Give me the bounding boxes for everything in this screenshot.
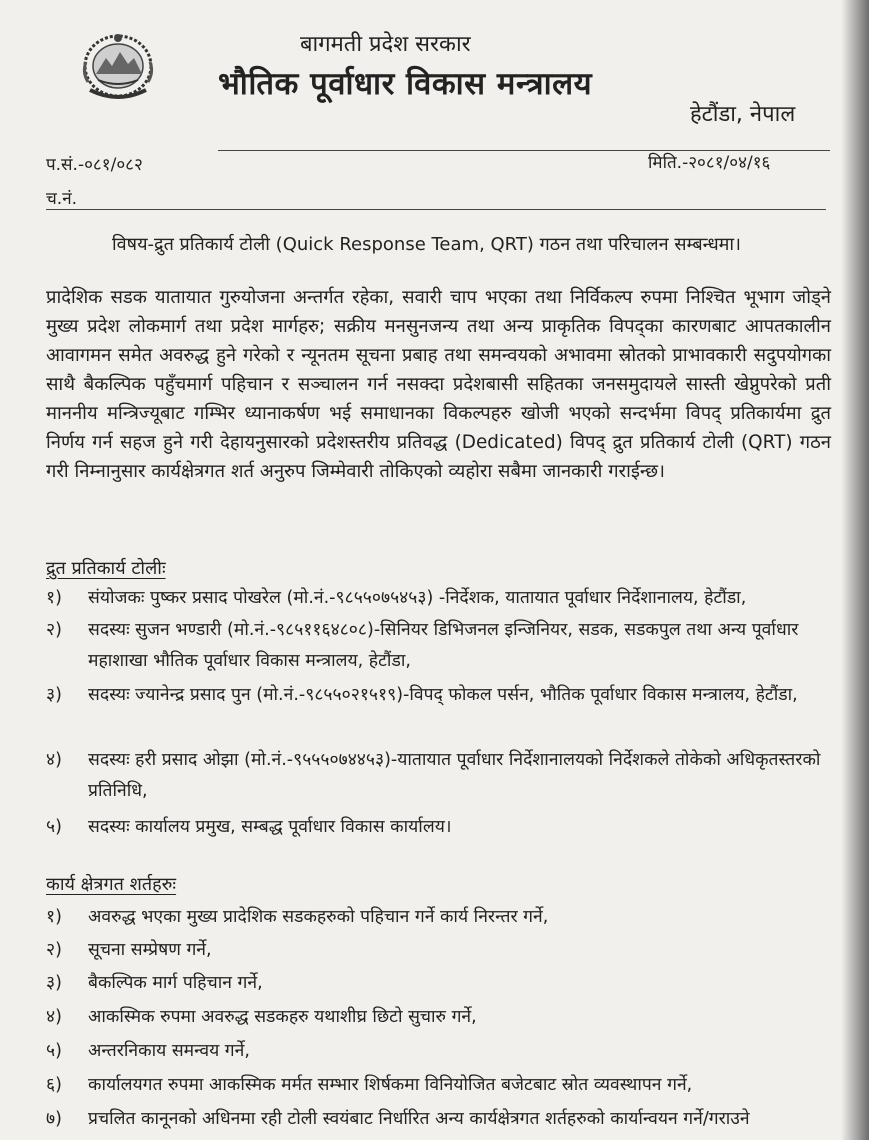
nepal-emblem-icon [76,24,160,104]
item-number: १) [46,588,62,608]
dispatch-number: च.नं. [46,189,78,209]
item-number: २) [46,620,62,640]
letter-subject: विषय-द्रुत प्रतिकार्य टोली (Quick Response Team, QRT) गठन तथा परिचालन सम्बन्धमा। [112,234,741,255]
item-text: सदस्यः कार्यालय प्रमुख, सम्बद्ध पूर्वाधार विकास कार्यालय। [88,817,452,837]
terms-heading: कार्य क्षेत्रगत शर्तहरुः [46,874,177,895]
body-paragraph: प्रादेशिक सडक यातायात गुरुयोजना अन्तर्गत रहेका, सवारी चाप भएका तथा निर्विकल्प रुपमा निश्चित भूभाग जोड्ने मुख्य प्रदेश लोकमार्ग तथा प्रदेश मार्गहरु; सक्रीय मनसुनजन्य तथा अन्य प्राकृतिक विपद्का कारणबाट आपतकालीन आवागमन समेत अवरुद्ध हुने गरेको र न्यूनतम सूचना प्रबाह तथा समन्वयको अभावमा स्रोतको प्राभावकारी सदुपयोगका साथै बैकल्पिक पहुँचमार्ग पहिचान र सञ्चालन गर्न नसक्दा प्रदेशबासी सहितका जनसमुदायले सास्ती खेप्नुपरेको प्रती माननीय मन्त्रिज्यूबाट गम्भिर ध्यानाकर्षण भई समाधानका विकल्पहरु खोजी भएको सन्दर्भमा विपद् प्रतिकार्यमा द्रुत निर्णय गर्न सहज हुने गरी देहायनुसारको प्रदेशस्तरीय प्रतिवद्ध (Dedicated) विपद् द्रुत प्रतिकार्य टोली (QRT) गठन गरी निम्नानुसार कार्यक्षेत्रगत शर्त अनुरुप जिम्मेवारी तोकिएको व्यहोरा सबैमा जानकारी गराईन्छ। [46,287,831,482]
item-text: सूचना सम्प्रेषण गर्ने, [88,940,212,960]
item-text: सदस्यः हरी प्रसाद ओझा (मो.नं.-९५५५०७४४५३)-यातायात पूर्वाधार निर्देशानालयको निर्देशकले तोकेको अधिकृतस्तरको प्रतिनिधि, [88,750,821,801]
item-number: ४) [46,750,62,770]
item-number: ५) [46,1041,62,1061]
item-number: ४) [46,1007,62,1027]
ministry-name: भौतिक पूर्वाधार विकास मन्त्रालय [218,66,593,102]
item-number: ६) [46,1075,62,1095]
item-text: अवरुद्ध भएका मुख्य प्रादेशिक सडकहरुको पहिचान गर्ने कार्य निरन्तर गर्ने, [88,907,549,927]
item-text: अन्तरनिकाय समन्वय गर्ने, [88,1041,250,1061]
reference-number: प.सं.-०८१/०८२ [46,155,143,175]
item-number: ५) [46,817,62,837]
office-location: हेटौंडा, नेपाल [690,102,796,127]
team-heading: द्रुत प्रतिकार्य टोलीः [46,558,166,579]
item-text: सदस्यः ज्यानेन्द्र प्रसाद पुन (मो.नं.-९८५५०२१५१९)-विपद् फोकल पर्सन, भौतिक पूर्वाधार विकास मन्त्रालय, हेटौंडा, [88,685,798,705]
item-text: कार्यालयगत रुपमा आकस्मिक मर्मत सम्भार शिर्षकमा विनियोजित बजेटबाट स्रोत व्यवस्थापन गर्ने, [88,1075,693,1095]
item-text: संयोजकः पुष्कर प्रसाद पोखरेल (मो.नं.-९८५५०७५४५३) -निर्देशक, यातायात पूर्वाधार निर्देशानालय, हेटौंडा, [88,588,747,608]
item-text: आकस्मिक रुपमा अवरुद्ध सडकहरु यथाशीघ्र छिटो सुचारु गर्ने, [88,1007,477,1027]
letter-date: मिति.-२०८१/०४/१६ [648,153,771,173]
item-number: २) [46,940,62,960]
item-text: बैकल्पिक मार्ग पहिचान गर्ने, [88,973,263,993]
reference-divider [46,209,826,210]
item-number: ३) [46,685,62,705]
item-text: प्रचलित कानूनको अधिनमा रही टोली स्वयंबाट निर्धारित अन्य कार्यक्षेत्रगत शर्तहरुको कार्यान्वयन गर्ने/गराउने [88,1109,750,1129]
item-number: १) [46,907,62,927]
item-number: ७) [46,1109,62,1129]
item-text: सदस्यः सुजन भण्डारी (मो.नं.-९८५११६४८०८)-सिनियर डिभिजनल इन्जिनियर, सडक, सडकपुल तथा अन्य पूर्वाधार महाशाखा भौतिक पूर्वाधार विकास मन्त्रालय, हेटौंडा, [88,620,799,671]
government-name: बागमती प्रदेश सरकार [300,32,471,57]
item-number: ३) [46,973,62,993]
